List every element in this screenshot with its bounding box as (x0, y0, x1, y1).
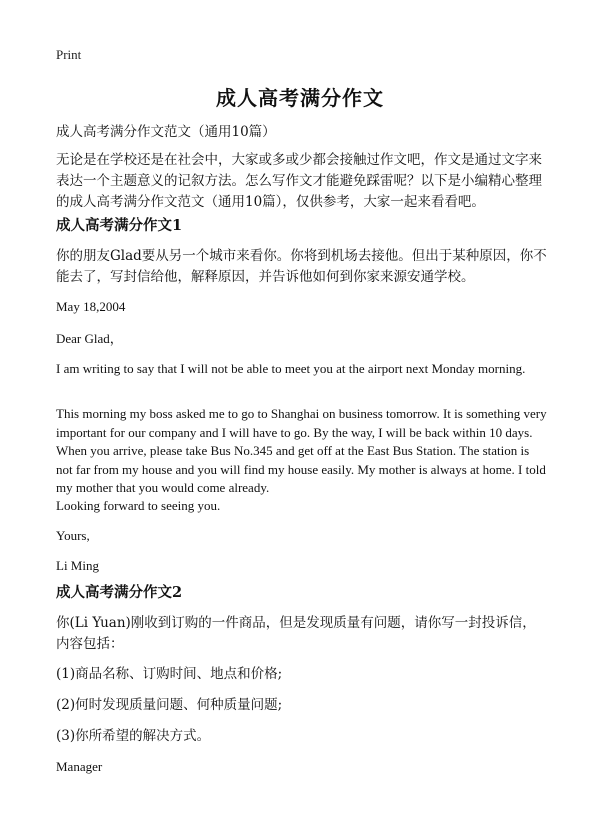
essay2-prompt: 你(Li Yuan)刚收到订购的一件商品，但是发现质量有问题，请你写一封投诉信，内容包括： (56, 615, 536, 652)
letter-closing-line: Looking forward to seeing you. (56, 498, 221, 513)
essay2-item-3: (3)你所希望的解决方式。 (56, 728, 211, 744)
letter-recipient: Manager (56, 759, 103, 774)
letter-salutation: Dear Glad， (56, 331, 123, 346)
print-label: Print (56, 47, 82, 62)
essay2-heading: 成人高考满分作文2 (56, 584, 183, 601)
essay2-item-2: (2)何时发现质量问题、何种质量问题; (56, 697, 283, 713)
essay2-item-1: (1)商品名称、订购时间、地点和价格; (56, 666, 283, 682)
intro-subtitle: 成人高考满分作文范文（通用10篇） (56, 124, 276, 140)
essay1-prompt: 你的朋友Glad要从另一个城市来看你。你将到机场去接他。但出于某种原因，你不能去了，写封信给他，解释原因，并告诉他如何到你家来源安通学校。 (56, 248, 547, 285)
page-title: 成人高考满分作文 (216, 86, 384, 110)
letter-sign-off: Yours, (56, 528, 90, 543)
letter-signature: Li Ming (56, 558, 99, 573)
intro-paragraph: 无论是在学校还是在社会中，大家或多或少都会接触过作文吧，作文是通过文字来表达一个主题意义的记叙方法。怎么写作文才能避免踩雷呢？以下是小编精心整理的成人高考满分作文范文（通用10篇），仅供参考，大家一起来看看吧。 (56, 152, 542, 210)
letter-paragraph-1: I am writing to say that I will not be able to meet you at the airport next Monday morning. (56, 361, 526, 376)
letter-date: May 18,2004 (56, 299, 126, 314)
essay1-heading: 成人高考满分作文1 (56, 217, 183, 234)
letter-paragraph-2: This morning my boss asked me to go to Shanghai on business tomorrow. It is something very important for our company and I will have to go. By the way, I will be back within 10 days. When you arrive, please take Bus No.345 and get off at the East Bus Station. The station is not far from my house and you will find my house easily. My mother is always at home. I told my mother that you would come already. (56, 406, 547, 495)
